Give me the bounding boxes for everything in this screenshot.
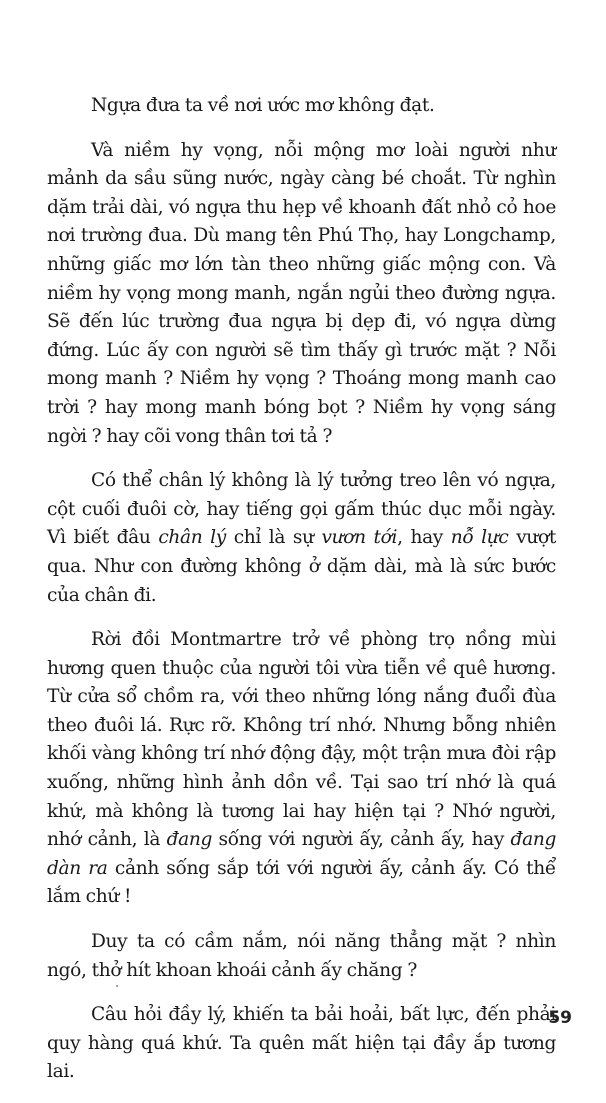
italic-phrase-dang-dan-ra: đang dàn ra [47, 829, 556, 879]
paragraph-text: Có thể chân lý không là lý tưởng treo lên vó ngựa, cột cuối đuôi cờ, hay tiếng gọi gấm thúc dục mỗi ngày. Vì biết đâu [47, 470, 556, 549]
italic-phrase-no-luc: nỗ lực [450, 527, 509, 549]
paragraph-5 [47, 928, 556, 985]
paragraph-3 [47, 467, 556, 610]
italic-phrase-vuon-toi: vươn tới [321, 527, 398, 549]
page-number: 59 [548, 1008, 572, 1028]
paragraph-text: sống với người ấy, cảnh ấy, hay [212, 829, 511, 851]
paragraph-1 [47, 92, 556, 121]
paragraph-text: Duy ta có cầm nắm, nói năng thẳng mặt ? nhìn ngó, thở hít khoan khoái cảnh ấy chăng ? [47, 931, 556, 981]
paragraph-text: , hay [397, 527, 451, 549]
paragraph-text: Và niềm hy vọng, nỗi mộng mơ loài người như mảnh da sầu sũng nước, ngày càng bé choắt. Từ nghìn dặm trải dài, vó ngựa thu hẹp về khoanh đất nhỏ cỏ hoe nơi trường đua. Dù mang tên Phú Thọ, hay Longchamp, những giấc mơ lớn tàn theo những giấc mộng con. Và niềm hy vọng mong manh, ngắn ngủi theo đường ngựa. Sẽ đến lúc trường đua ngựa bị dẹp đi, vó ngựa dừng đứng. Lúc ấy con người sẽ tìm thấy gì trước mặt ? Nỗi mong manh ? Niềm hy vọng ? Thoáng mong manh cao trời ? hay mong manh bóng bọt ? Niềm hy vọng sáng ngời ? hay cõi vong thân tơi tả ? [47, 139, 556, 447]
paragraph-2 [47, 137, 556, 452]
paragraph-text: Ngựa đưa ta về nơi ước mơ không đạt. [91, 95, 435, 116]
stray-mark [116, 985, 118, 987]
paragraph-4 [47, 626, 556, 912]
paragraph-text: vượt qua. Như con đường không ở dặm dài, mà là sức bước của chân đi. [47, 527, 557, 606]
paragraph-6 [47, 1001, 556, 1087]
paragraph-text: Rời đồi Montmartre trở về phòng trọ nồng mùi hương quen thuộc của người tôi vừa tiễn về quê hương. Từ cửa sổ chồm ra, với theo những lóng nắng đuổi đùa theo đuôi lá. Rực rỡ. Không trí nhớ. Nhưng bỗng nhiên khối vàng không trí nhớ động đậy, một trận mưa đòi rập xuống, những hình ảnh dồn về. Tại sao trí nhớ là quá khứ, mà không là tương lai hay hiện tại ? Nhớ người, nhớ cảnh, là [47, 629, 556, 851]
page-body [47, 92, 556, 1103]
paragraph-text: Câu hỏi đầy lý, khiến ta bải hoải, bất lực, đến phải quy hàng quá khứ. Ta quên mất hiện tại đầy ắp tương lai. [47, 1004, 556, 1083]
italic-phrase-chan-ly: chân lý [158, 527, 226, 549]
paragraph-text: cảnh sống sắp tới với người ấy, cảnh ấy. Có thể lắm chứ ! [47, 857, 556, 908]
paragraph-text: chỉ là sự [225, 527, 322, 549]
italic-phrase-dang: đang [166, 829, 213, 851]
